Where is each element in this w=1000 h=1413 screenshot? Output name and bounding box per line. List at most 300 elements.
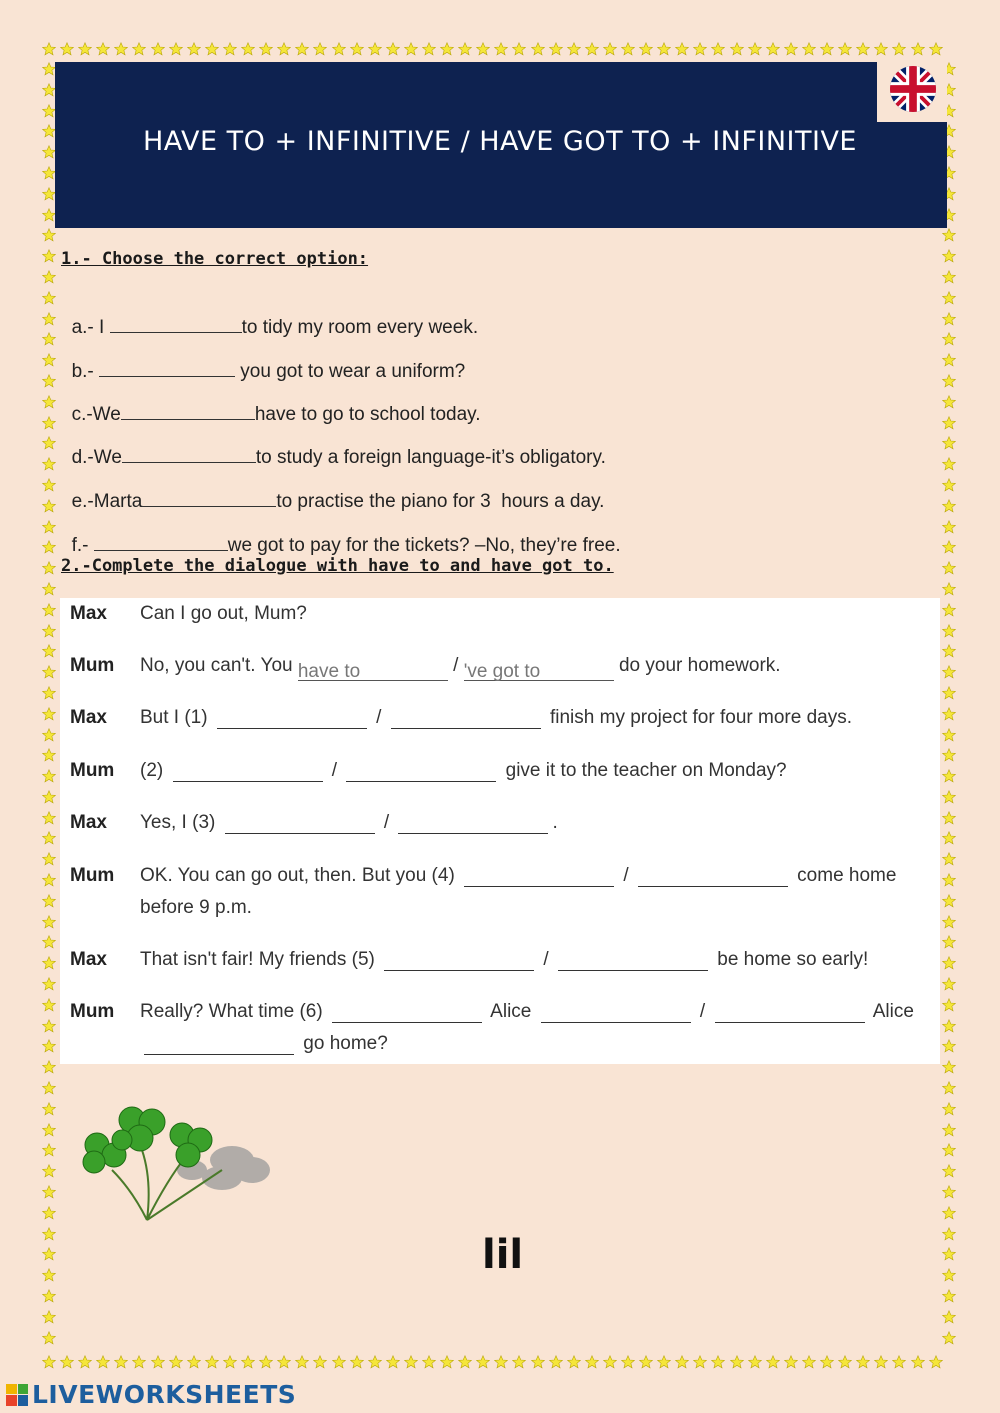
dialogue-text	[140, 944, 930, 976]
item-prefix: c.-We	[71, 404, 121, 425]
uk-flag-icon	[890, 66, 936, 112]
star-icon	[619, 1353, 637, 1371]
dialogue-text	[140, 702, 930, 734]
star-icon	[40, 1017, 58, 1038]
star-icon	[330, 1353, 348, 1371]
star-icon	[940, 705, 958, 726]
star-icon	[293, 40, 311, 58]
star-icon	[149, 1353, 167, 1371]
exercise1-item-d	[61, 422, 606, 469]
dialogue-text	[140, 755, 930, 787]
star-icon	[221, 40, 239, 58]
speaker: Max	[70, 603, 107, 624]
star-icon	[940, 1204, 958, 1225]
star-icon	[940, 642, 958, 663]
star-icon	[583, 1353, 601, 1371]
star-icon	[655, 1353, 673, 1371]
dialogue-text	[140, 807, 930, 839]
item-prefix: a.- I	[71, 317, 110, 338]
star-icon	[40, 996, 58, 1017]
star-icon	[940, 933, 958, 954]
text-part: do your homework.	[613, 655, 781, 676]
star-icon	[40, 518, 58, 539]
star-icon	[40, 809, 58, 830]
star-icon	[940, 559, 958, 580]
star-icon	[940, 1266, 958, 1287]
star-icon	[547, 40, 565, 58]
star-icon	[94, 1353, 112, 1371]
star-icon	[691, 40, 709, 58]
answer-blank-5a[interactable]	[384, 948, 534, 971]
star-icon	[40, 726, 58, 747]
star-icon	[728, 40, 746, 58]
star-icon	[40, 330, 58, 351]
star-icon	[40, 601, 58, 622]
star-icon	[40, 310, 58, 331]
star-icon	[940, 850, 958, 871]
text-part: But I (1)	[140, 707, 213, 728]
star-icon	[940, 434, 958, 455]
text-part: /	[370, 707, 387, 728]
example-answer: 've got to	[464, 656, 614, 681]
star-icon	[927, 1353, 945, 1371]
star-icon	[940, 913, 958, 934]
answer-blank[interactable]	[121, 401, 255, 420]
star-icon	[637, 40, 655, 58]
star-icon	[565, 40, 583, 58]
star-icon	[330, 40, 348, 58]
star-icon	[619, 40, 637, 58]
star-icon	[149, 40, 167, 58]
star-icon	[940, 476, 958, 497]
star-icon	[167, 40, 185, 58]
star-icon	[275, 40, 293, 58]
exercise1-item-b	[61, 336, 465, 383]
star-icon	[746, 40, 764, 58]
star-icon	[76, 1353, 94, 1371]
star-icon	[40, 1079, 58, 1100]
star-icon	[709, 40, 727, 58]
star-icon	[940, 829, 958, 850]
star-icon	[940, 871, 958, 892]
star-icon	[872, 40, 890, 58]
speaker: Max	[70, 707, 107, 728]
answer-blank[interactable]	[110, 314, 242, 333]
text-part: Really? What time (6)	[140, 1001, 328, 1022]
star-icon	[940, 1245, 958, 1266]
star-icon	[940, 1017, 958, 1038]
answer-blank-2b[interactable]	[346, 759, 496, 782]
star-icon	[565, 1353, 583, 1371]
star-icon	[601, 40, 619, 58]
star-icon	[492, 1353, 510, 1371]
speaker: Mum	[70, 1001, 115, 1022]
star-icon	[112, 1353, 130, 1371]
text-part: Can I go out, Mum?	[140, 603, 307, 624]
star-icon	[76, 40, 94, 58]
answer-blank-4b[interactable]	[638, 864, 788, 887]
answer-blank[interactable]	[99, 358, 235, 377]
text-part: /	[694, 1001, 711, 1022]
star-icon	[872, 1353, 890, 1371]
text-part: /	[447, 655, 464, 676]
star-icon	[940, 726, 958, 747]
star-icon	[130, 1353, 148, 1371]
star-icon	[940, 393, 958, 414]
star-border-top	[40, 40, 945, 58]
star-icon	[366, 1353, 384, 1371]
star-icon	[940, 455, 958, 476]
text-part: come home before 9 p.m.	[140, 865, 897, 918]
star-icon	[40, 975, 58, 996]
dialogue-text	[140, 650, 930, 682]
star-icon	[940, 538, 958, 559]
star-icon	[940, 226, 958, 247]
text-part: (2)	[140, 760, 169, 781]
star-icon	[402, 1353, 420, 1371]
answer-blank-6a[interactable]	[332, 1000, 482, 1023]
answer-blank-3a[interactable]	[225, 811, 375, 834]
exercise2-heading: 2.-Complete the dialogue with have to and have got to.	[61, 556, 614, 576]
item-suffix: to study a foreign language-it’s obligatory.	[255, 447, 606, 468]
star-icon	[40, 40, 58, 58]
star-icon	[673, 40, 691, 58]
answer-blank-4a[interactable]	[464, 864, 614, 887]
text-part: go home?	[298, 1033, 388, 1054]
star-icon	[221, 1353, 239, 1371]
star-icon	[940, 1121, 958, 1142]
star-icon	[40, 1266, 58, 1287]
star-icon	[940, 892, 958, 913]
star-icon	[940, 622, 958, 643]
answer-blank-6c[interactable]	[715, 1000, 865, 1023]
dialogue-text	[140, 598, 930, 630]
star-icon	[293, 1353, 311, 1371]
star-icon	[836, 40, 854, 58]
star-icon	[40, 1225, 58, 1246]
star-icon	[40, 1100, 58, 1121]
star-icon	[818, 1353, 836, 1371]
exercise1-item-e	[61, 466, 604, 513]
star-icon	[40, 663, 58, 684]
star-icon	[927, 40, 945, 58]
star-icon	[40, 684, 58, 705]
star-icon	[40, 788, 58, 809]
star-icon	[366, 40, 384, 58]
star-icon	[40, 1353, 58, 1371]
star-icon	[800, 40, 818, 58]
star-icon	[40, 871, 58, 892]
star-icon	[40, 1121, 58, 1142]
star-icon	[764, 40, 782, 58]
star-icon	[348, 1353, 366, 1371]
item-suffix: we got to pay for the tickets? –No, they’re free.	[227, 535, 621, 556]
dialogue-box	[60, 598, 940, 1064]
star-icon	[167, 1353, 185, 1371]
text-part: Alice	[868, 1001, 914, 1022]
star-icon	[40, 414, 58, 435]
item-prefix: b.-	[71, 361, 100, 382]
answer-blank-1b[interactable]	[391, 706, 541, 729]
star-icon	[909, 1353, 927, 1371]
answer-blank-5b[interactable]	[558, 948, 708, 971]
star-icon	[940, 746, 958, 767]
star-icon	[510, 40, 528, 58]
star-icon	[782, 40, 800, 58]
star-icon	[40, 476, 58, 497]
star-icon	[40, 1245, 58, 1266]
text-part: Yes, I (3)	[140, 812, 221, 833]
text-part: That isn't fair! My friends (5)	[140, 949, 381, 970]
liveworksheets-icon	[6, 1384, 28, 1406]
star-icon	[40, 1308, 58, 1329]
star-icon	[40, 434, 58, 455]
answer-blank-3b[interactable]	[398, 811, 548, 834]
star-icon	[940, 518, 958, 539]
star-icon	[40, 247, 58, 268]
star-icon	[940, 767, 958, 788]
star-icon	[940, 247, 958, 268]
star-icon	[420, 1353, 438, 1371]
speaker: Max	[70, 812, 107, 833]
star-icon	[890, 40, 908, 58]
item-suffix: to practise the piano for 3 hours a day.	[276, 491, 605, 512]
star-icon	[940, 580, 958, 601]
item-suffix: to tidy my room every week.	[241, 317, 479, 338]
star-icon	[940, 684, 958, 705]
star-icon	[40, 1162, 58, 1183]
text-part: /	[378, 812, 395, 833]
star-icon	[384, 1353, 402, 1371]
star-icon	[40, 933, 58, 954]
star-icon	[655, 40, 673, 58]
star-icon	[940, 372, 958, 393]
star-border-bottom	[40, 1353, 945, 1371]
star-icon	[709, 1353, 727, 1371]
star-icon	[800, 1353, 818, 1371]
star-icon	[492, 40, 510, 58]
star-icon	[40, 642, 58, 663]
star-icon	[940, 330, 958, 351]
star-icon	[438, 40, 456, 58]
item-prefix: d.-We	[71, 447, 122, 468]
star-icon	[40, 1037, 58, 1058]
signature: lil	[482, 1232, 524, 1278]
star-icon	[130, 40, 148, 58]
answer-blank-6d[interactable]	[144, 1032, 294, 1055]
star-icon	[112, 40, 130, 58]
star-icon	[940, 497, 958, 518]
exercise1-item-c	[61, 379, 481, 426]
answer-blank-2a[interactable]	[173, 759, 323, 782]
star-icon	[40, 1183, 58, 1204]
exercise1-heading: 1.- Choose the correct option:	[61, 249, 369, 269]
dialogue-text	[140, 860, 930, 924]
star-icon	[782, 1353, 800, 1371]
star-icon	[940, 954, 958, 975]
star-icon	[529, 40, 547, 58]
star-icon	[185, 1353, 203, 1371]
star-icon	[818, 40, 836, 58]
star-icon	[940, 1079, 958, 1100]
star-icon	[311, 1353, 329, 1371]
star-icon	[40, 892, 58, 913]
star-icon	[40, 497, 58, 518]
star-icon	[474, 40, 492, 58]
star-icon	[854, 40, 872, 58]
star-icon	[691, 1353, 709, 1371]
item-suffix: have to go to school today.	[254, 404, 481, 425]
star-icon	[940, 1141, 958, 1162]
star-icon	[58, 1353, 76, 1371]
answer-blank-6b[interactable]	[541, 1000, 691, 1023]
star-icon	[474, 1353, 492, 1371]
star-icon	[940, 1225, 958, 1246]
star-icon	[583, 40, 601, 58]
star-icon	[510, 1353, 528, 1371]
exercise1-item-a	[61, 292, 478, 339]
star-icon	[58, 40, 76, 58]
star-icon	[40, 372, 58, 393]
star-icon	[40, 580, 58, 601]
star-icon	[384, 40, 402, 58]
text-part: /	[538, 949, 554, 970]
text-part: /	[618, 865, 634, 886]
speaker: Mum	[70, 760, 115, 781]
item-suffix: you got to wear a uniform?	[235, 361, 466, 382]
speaker: Mum	[70, 865, 115, 886]
star-icon	[40, 622, 58, 643]
star-icon	[940, 663, 958, 684]
star-icon	[40, 850, 58, 871]
example-answer: have to	[298, 656, 448, 681]
star-icon	[940, 788, 958, 809]
star-icon	[257, 1353, 275, 1371]
star-icon	[673, 1353, 691, 1371]
item-prefix: e.-Marta	[71, 491, 143, 512]
text-part: finish my project for four more days.	[544, 707, 852, 728]
star-icon	[940, 1100, 958, 1121]
star-icon	[40, 289, 58, 310]
star-icon	[746, 1353, 764, 1371]
star-border-left	[40, 60, 58, 1349]
item-prefix: f.-	[71, 535, 94, 556]
answer-blank-1a[interactable]	[217, 706, 367, 729]
star-icon	[40, 393, 58, 414]
star-icon	[854, 1353, 872, 1371]
star-icon	[40, 746, 58, 767]
star-icon	[185, 40, 203, 58]
star-icon	[94, 40, 112, 58]
text-part: give it to the teacher on Monday?	[500, 760, 787, 781]
star-icon	[348, 40, 366, 58]
text-part: be home so early!	[711, 949, 869, 970]
exercise1-item-f	[61, 510, 621, 557]
dialogue-text	[140, 996, 930, 1060]
star-icon	[940, 1058, 958, 1079]
star-icon	[456, 40, 474, 58]
star-icon	[547, 1353, 565, 1371]
star-icon	[940, 1308, 958, 1329]
text-part: /	[326, 760, 343, 781]
star-icon	[940, 809, 958, 830]
star-icon	[940, 310, 958, 331]
speaker: Mum	[70, 655, 115, 676]
star-icon	[940, 351, 958, 372]
star-icon	[40, 954, 58, 975]
star-icon	[764, 1353, 782, 1371]
star-icon	[40, 1287, 58, 1308]
star-icon	[940, 1329, 958, 1350]
star-icon	[637, 1353, 655, 1371]
star-icon	[40, 705, 58, 726]
star-icon	[940, 289, 958, 310]
text-part: Alice	[485, 1001, 537, 1022]
star-icon	[940, 414, 958, 435]
star-icon	[940, 996, 958, 1017]
star-icon	[420, 40, 438, 58]
star-icon	[940, 975, 958, 996]
text-part: .	[552, 812, 558, 833]
clover-illustration	[72, 1100, 272, 1230]
star-icon	[940, 1183, 958, 1204]
star-icon	[257, 40, 275, 58]
star-icon	[40, 455, 58, 476]
star-icon	[239, 40, 257, 58]
star-icon	[438, 1353, 456, 1371]
speaker: Max	[70, 949, 107, 970]
page-title: HAVE TO + INFINITIVE / HAVE GOT TO + INFINITIVE	[143, 126, 857, 157]
answer-blank[interactable]	[142, 488, 276, 507]
liveworksheets-logo[interactable]	[6, 1380, 296, 1409]
star-icon	[40, 1204, 58, 1225]
star-icon	[601, 1353, 619, 1371]
star-icon	[275, 1353, 293, 1371]
star-icon	[203, 40, 221, 58]
star-icon	[40, 1329, 58, 1350]
star-icon	[456, 1353, 474, 1371]
star-icon	[529, 1353, 547, 1371]
star-icon	[40, 268, 58, 289]
star-icon	[940, 601, 958, 622]
star-border-right	[940, 60, 958, 1349]
answer-blank[interactable]	[122, 444, 256, 463]
answer-blank[interactable]	[94, 532, 228, 551]
star-icon	[890, 1353, 908, 1371]
brand-text: LIVEWORKSHEETS	[32, 1380, 297, 1409]
star-icon	[940, 1162, 958, 1183]
star-icon	[40, 538, 58, 559]
star-icon	[40, 767, 58, 788]
star-icon	[940, 1037, 958, 1058]
star-icon	[402, 40, 420, 58]
star-icon	[239, 1353, 257, 1371]
star-icon	[728, 1353, 746, 1371]
star-icon	[909, 40, 927, 58]
star-icon	[40, 913, 58, 934]
star-icon	[940, 268, 958, 289]
star-icon	[40, 1058, 58, 1079]
star-icon	[836, 1353, 854, 1371]
star-icon	[40, 1141, 58, 1162]
star-icon	[40, 829, 58, 850]
text-part: No, you can't. You	[140, 655, 298, 676]
star-icon	[40, 559, 58, 580]
star-icon	[40, 351, 58, 372]
text-part: OK. You can go out, then. But you (4)	[140, 865, 461, 886]
star-icon	[40, 226, 58, 247]
star-icon	[203, 1353, 221, 1371]
